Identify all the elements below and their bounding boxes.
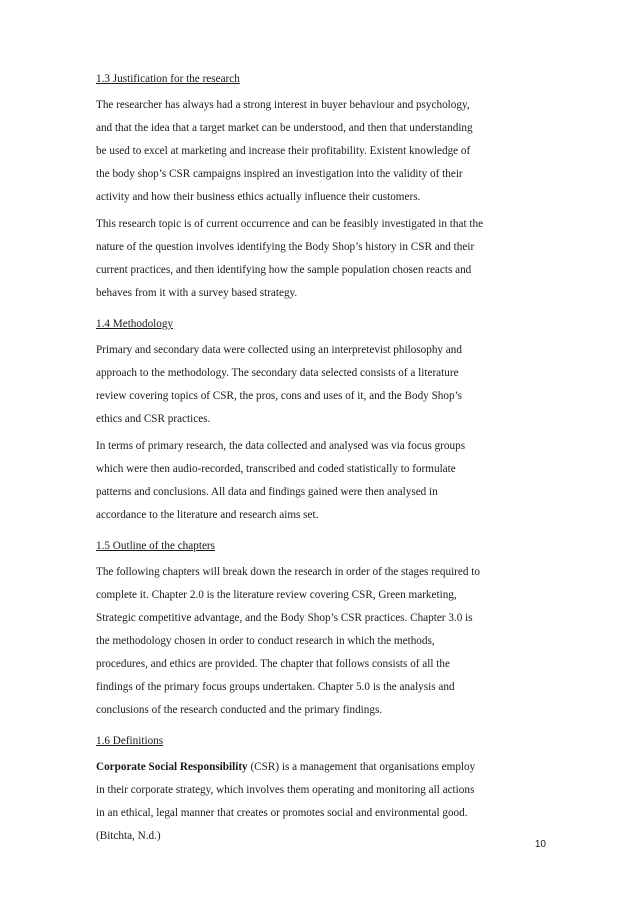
text-line: accordance to the literature and research aims set. (96, 509, 319, 521)
text-line: Strategic competitive advantage, and the Body Shop’s CSR practices. Chapter 3.0 is (96, 612, 473, 624)
text-line: the methodology chosen in order to conduct research in which the methods, (96, 635, 435, 647)
text-line: behaves from it with a survey based strategy. (96, 287, 298, 299)
defined-term: Corporate Social Responsibility (96, 761, 248, 773)
text-line: activity and how their business ethics actually influence their customers. (96, 191, 421, 203)
paragraph (96, 94, 546, 209)
definition-paragraph (96, 756, 546, 848)
text-line: nature of the question involves identifying the Body Shop’s history in CSR and their (96, 241, 475, 253)
section-heading: 1.5 Outline of the chapters (96, 540, 215, 552)
text-line: In terms of primary research, the data collected and analysed was via focus groups (96, 440, 466, 452)
section-spacer (96, 531, 546, 539)
text-line: Primary and secondary data were collected using an interpretevist philosophy and (96, 344, 462, 356)
paragraph (96, 435, 546, 527)
text-line: in an ethical, legal manner that creates or promotes social and environmental good. (96, 807, 468, 819)
text-line: and that the idea that a target market can be understood, and then that understanding (96, 122, 473, 134)
section-heading: 1.4 Methodology (96, 318, 174, 330)
paragraph (96, 339, 546, 431)
section-spacer (96, 726, 546, 734)
paragraph (96, 213, 546, 305)
section-heading: 1.3 Justification for the research (96, 73, 240, 85)
text-line: This research topic is of current occurrence and can be feasibly investigated in that the (96, 218, 484, 230)
paragraph (96, 561, 546, 722)
text-line: approach to the methodology. The secondary data selected consists of a literature (96, 367, 459, 379)
text-line: patterns and conclusions. All data and findings gained were then analysed in (96, 486, 438, 498)
page-number: 10 (534, 839, 546, 850)
text-line: current practices, and then identifying how the sample population chosen reacts and (96, 264, 472, 276)
text-line: review covering topics of CSR, the pros, cons and uses of it, and the Body Shop’s (96, 390, 463, 402)
text-line: complete it. Chapter 2.0 is the literature review covering CSR, Green marketing, (96, 589, 457, 601)
text-line: conclusions of the research conducted and the primary findings. (96, 704, 383, 716)
page-content (96, 72, 546, 852)
text-line: procedures, and ethics are provided. The chapter that follows consists of all the (96, 658, 450, 670)
definition-text: (CSR) is a management that organisations employ (247, 761, 476, 773)
text-line: The following chapters will break down the research in order of the stages required to (96, 566, 480, 578)
text-line: The researcher has always had a strong interest in buyer behaviour and psychology, (96, 99, 470, 111)
text-line: the body shop’s CSR campaigns inspired an investigation into the validity of their (96, 168, 463, 180)
text-line: ethics and CSR practices. (96, 413, 211, 425)
text-line: which were then audio-recorded, transcribed and coded statistically to formulate (96, 463, 456, 475)
text-line: be used to excel at marketing and increase their profitability. Existent knowledge of (96, 145, 471, 157)
text-line: findings of the primary focus groups undertaken. Chapter 5.0 is the analysis and (96, 681, 455, 693)
section-spacer (96, 309, 546, 317)
text-line (96, 756, 546, 779)
section-heading: 1.6 Definitions (96, 735, 164, 747)
text-line: in their corporate strategy, which involves them operating and monitoring all actions (96, 784, 475, 796)
text-line: (Bitchta, N.d.) (96, 830, 161, 842)
